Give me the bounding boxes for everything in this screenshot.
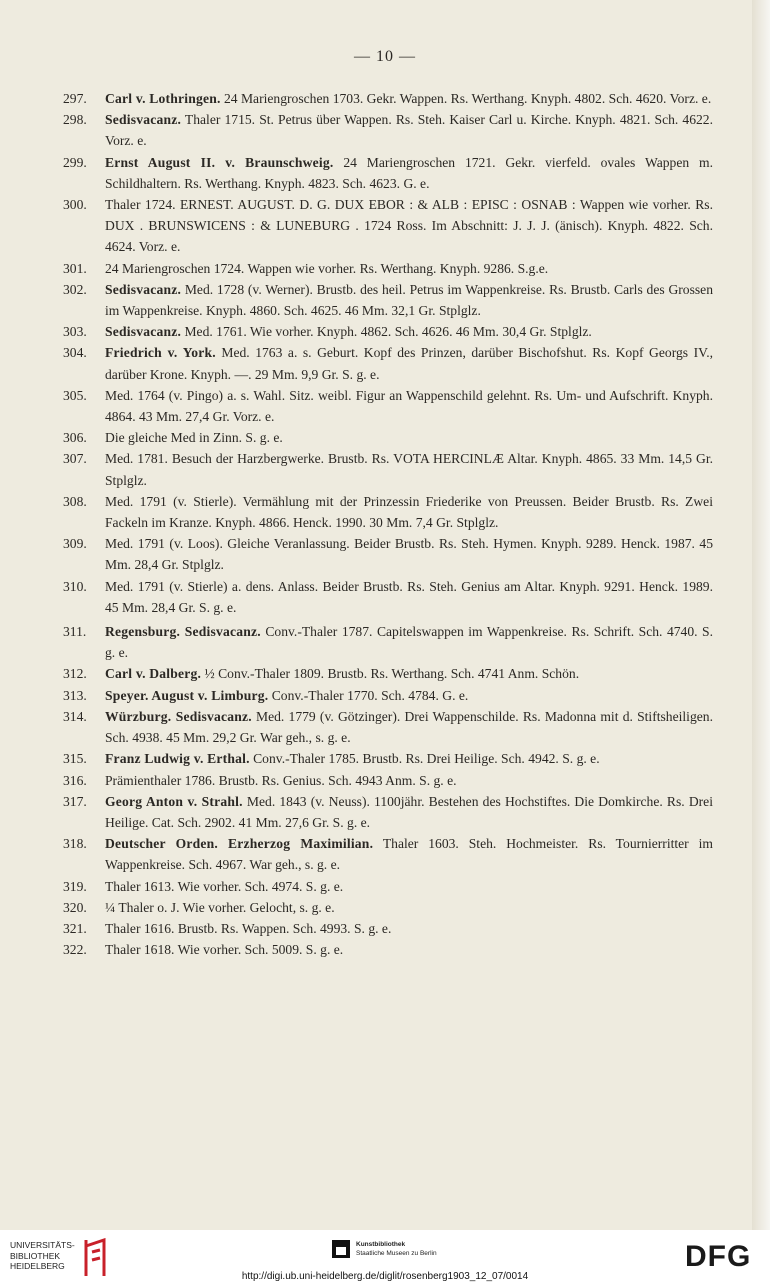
entry-number: 321.: [63, 920, 87, 936]
entry-number: 297.: [63, 91, 87, 106]
entry-description: Med. 1761. Wie vorher. Knyph. 4862. Sch. 4626. 46 Mm. 30,4 Gr. Stplglz.: [181, 324, 592, 340]
catalog-entry: [63, 685, 713, 706]
catalog-entry: [63, 448, 713, 490]
entry-number: 322.: [63, 942, 87, 958]
entry-description: Med. 1779 (v. Götzinger). Drei Wappenschilde. Rs. Madonna mit d. Stiftsheiligen. Sch. 4938. 45 Mm. 29,2 Gr. War geh., s. g. e.: [105, 708, 713, 746]
entry-description: Med. 1728 (v. Werner). Brustb. des heil. Petrus im Wappenkreise. Rs. Brustb. Carls des Grossen im Wappenkreise. Knyph. 4860. Sch. 4625. 46 Mm. 32,1 Gr. Stplglz.: [105, 281, 713, 319]
entry-description: Conv.-Thaler 1787. Capitelswappen im Wappenkreise. Rs. Schrift. Sch. 4740. S. g. e.: [105, 624, 714, 661]
catalog-entry: [63, 576, 713, 618]
entry-number: 320.: [63, 899, 87, 915]
entry-heading: Ernst August II. v. Braunschweig.: [105, 154, 334, 170]
catalog-entry: [63, 491, 713, 533]
catalog-entry: [63, 385, 713, 427]
entry-description: Med. 1781. Besuch der Harzbergwerke. Brustb. Rs. VOTA HERCINLÆ Altar. Knyph. 4865. 33 Mm. 14,5 Gr. Stplglz.: [105, 451, 713, 488]
catalog-entries: [63, 88, 713, 960]
entry-number: 307.: [63, 451, 87, 467]
entry-number: 314.: [63, 708, 87, 724]
entry-number: 312.: [63, 666, 87, 682]
entry-description: Med. 1791 (v. Stierle). Vermählung mit der Prinzessin Friederike von Preussen. Beider Brustb. Rs. Zwei Fackeln im Kranze. Knyph. 4866. Henck. 1990. 30 Mm. 7,4 Gr. Stplglz.: [105, 493, 713, 531]
entry-description: ½ Conv.-Thaler 1809. Brustb. Rs. Werthang. Sch. 4741 Anm. Schön.: [201, 666, 580, 682]
entry-description: Med. 1764 (v. Pingo) a. s. Wahl. Sitz. weibl. Figur an Wappenschild gelehnt. Rs. Um- und Aufschrift. Knyph. 4864. 43 Mm. 27,4 Gr. Vorz. e.: [105, 387, 713, 425]
entry-number: 303.: [63, 324, 87, 340]
entry-description: Med. 1763 a. s. Geburt. Kopf des Prinzen, darüber Bischofshut. Rs. Kopf Georgs IV., darüber Krone. Knyph. —. 29 Mm. 9,9 Gr. S. g. e.: [105, 345, 713, 382]
entry-number: 305.: [63, 387, 87, 403]
catalog-entry: [63, 918, 713, 939]
catalog-entry: [63, 258, 713, 279]
entry-number: 298.: [63, 112, 87, 128]
catalog-entry: [63, 321, 713, 342]
entry-description: Med. 1791 (v. Stierle) a. dens. Anlass. Beider Brustb. Rs. Steh. Genius am Altar. Knyph. 9291. Henck. 1989. 45 Mm. 28,4 Gr. S. g. e.: [105, 578, 713, 615]
catalog-entry: [63, 791, 713, 833]
catalog-entry: [63, 427, 713, 448]
entry-description: Thaler 1618. Wie vorher. Sch. 5009. S. g. e.: [105, 942, 344, 958]
entry-number: 313.: [63, 687, 87, 703]
entry-description: 24 Mariengroschen 1724. Wappen wie vorher. Rs. Werthang. Knyph. 9286. S.g.e.: [105, 260, 549, 276]
entry-description: Conv.-Thaler 1785. Brustb. Rs. Drei Heilige. Sch. 4942. S. g. e.: [249, 751, 600, 767]
catalog-entry: [63, 833, 713, 875]
entry-heading: Sedisvacanz.: [105, 112, 182, 128]
entry-heading: Sedisvacanz.: [105, 324, 182, 340]
entry-number: 300.: [63, 197, 87, 213]
entry-description: 24 Mariengroschen 1721. Gekr. vierfeld. ovales Wappen m. Schildhaltern. Rs. Werthang. Knyph. 4823. Sch. 4623. G. e.: [105, 154, 713, 191]
entry-description: Med. 1791 (v. Loos). Gleiche Veranlassung. Beider Brustb. Rs. Steh. Hymen. Knyph. 9289. Henck. 1987. 45 Mm. 28,4 Gr. Stplglz.: [105, 536, 713, 573]
entry-heading: Carl v. Lothringen.: [105, 91, 221, 106]
catalog-entry: [63, 152, 713, 194]
entry-description: Thaler 1715. St. Petrus über Wappen. Rs. Steh. Kaiser Carl u. Kirche. Knyph. 4821. Sch. 4622. Vorz. e.: [105, 112, 713, 149]
university-library-name: UNIVERSITÄTS- BIBLIOTHEK HEIDELBERG: [10, 1240, 75, 1271]
entry-heading: Franz Ludwig v. Erthal.: [105, 751, 250, 767]
entry-number: 309.: [63, 536, 87, 552]
entry-number: 299.: [63, 154, 87, 170]
entry-heading: Friedrich v. York.: [105, 345, 216, 361]
catalog-entry: [63, 706, 713, 748]
entry-description: 24 Mariengroschen 1703. Gekr. Wappen. Rs. Werthang. Knyph. 4802. Sch. 4620. Vorz. e.: [220, 91, 712, 106]
entry-number: 302.: [63, 281, 87, 297]
entry-heading: Carl v. Dalberg.: [105, 666, 202, 682]
catalog-entry: [63, 279, 713, 321]
entry-number: 319.: [63, 878, 87, 894]
entry-number: 308.: [63, 493, 87, 509]
entry-number: 315.: [63, 751, 87, 767]
catalog-entry: [63, 88, 713, 109]
dfg-logo[interactable]: DFG: [685, 1240, 752, 1273]
entry-number: 317.: [63, 793, 87, 809]
entry-description: Prämienthaler 1786. Brustb. Rs. Genius. Sch. 4943 Anm. S. g. e.: [105, 772, 457, 788]
entry-number: 306.: [63, 430, 87, 446]
entry-number: 311.: [63, 624, 87, 640]
catalog-entry: [63, 770, 713, 791]
entry-number: 318.: [63, 836, 87, 852]
entry-heading: Regensburg. Sedisvacanz.: [105, 624, 261, 640]
entry-description: ¼ Thaler o. J. Wie vorher. Gelocht, s. g. e.: [105, 899, 335, 915]
entry-heading: Deutscher Orden. Erzherzog Maximilian.: [105, 836, 374, 852]
museum-emblem-icon: [330, 1238, 352, 1260]
catalog-entry: [63, 533, 713, 575]
catalog-entry: [63, 897, 713, 918]
entry-heading: Würzburg. Sedisvacanz.: [105, 708, 252, 724]
catalog-entry: [63, 109, 713, 151]
catalog-entry: [63, 342, 713, 384]
entry-description: Thaler 1603. Steh. Hochmeister. Rs. Tournierritter im Wappenkreise. Sch. 4967. War geh., s. g. e.: [105, 836, 713, 873]
page-number: — 10 —: [354, 48, 416, 65]
page-edge: [752, 0, 770, 1230]
entry-number: 301.: [63, 260, 87, 276]
entry-description: Die gleiche Med in Zinn. S. g. e.: [105, 430, 283, 446]
entry-description: Med. 1843 (v. Neuss). 1100jähr. Bestehen des Hochstiftes. Die Domkirche. Rs. Drei Heilige. Cat. Sch. 2902. 41 Mm. 27,6 Gr. S. g. e.: [105, 793, 713, 830]
source-url[interactable]: http://digi.ub.uni-heidelberg.de/diglit/rosenberg1903_12_07/0014: [241, 1271, 529, 1282]
entry-number: 316.: [63, 772, 87, 788]
entry-heading: Speyer. August v. Limburg.: [105, 687, 269, 703]
entry-number: 310.: [63, 578, 87, 594]
entry-description: Conv.-Thaler 1770. Sch. 4784. G. e.: [268, 687, 469, 703]
entry-heading: Sedisvacanz.: [105, 281, 182, 297]
catalog-entry: [63, 939, 713, 960]
catalog-entry: [63, 663, 713, 684]
kunstbibliothek-name: Kunstbibliothek Staatliche Museen zu Berlin: [356, 1241, 437, 1257]
kunstbibliothek-logo[interactable]: [330, 1238, 490, 1268]
catalog-entry: [63, 876, 713, 897]
catalog-entry: [63, 621, 713, 663]
catalog-entry: [63, 748, 713, 769]
entry-description: Thaler 1616. Brustb. Rs. Wappen. Sch. 4993. S. g. e.: [105, 920, 392, 936]
catalog-entry: [63, 194, 713, 258]
entry-heading: Georg Anton v. Strahl.: [105, 793, 243, 809]
entry-description: Thaler 1613. Wie vorher. Sch. 4974. S. g. e.: [105, 878, 344, 894]
entry-number: 304.: [63, 345, 87, 361]
entry-description: Thaler 1724. ERNEST. AUGUST. D. G. DUX EBOR : & ALB : EPISC : OSNAB : Wappen wie vorher. Rs. DUX . BRUNSWICENS : & LUNEBURG . 1724 Ross. Im Abschnitt: J. J. J. (änisch). Knyph. 4822. Sch. 4624. Vorz. e.: [105, 197, 713, 255]
